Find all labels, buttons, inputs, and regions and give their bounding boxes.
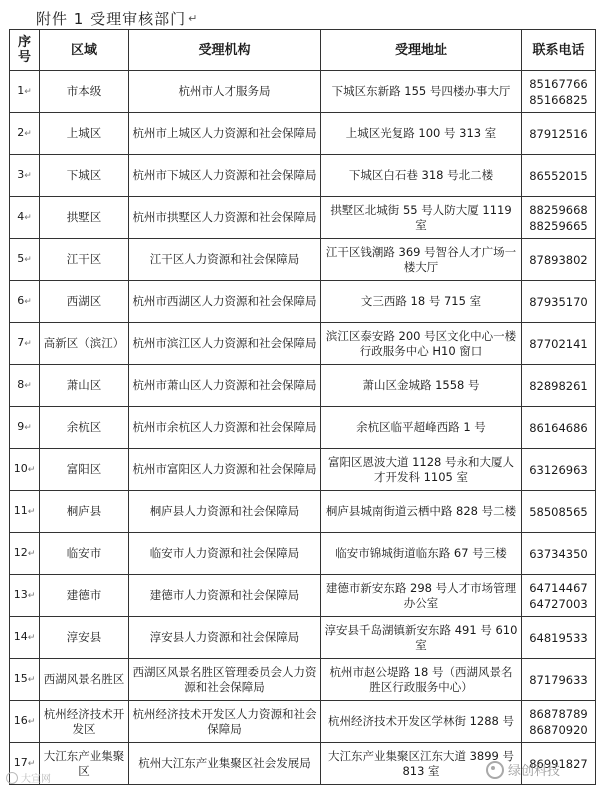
row-number-cell (10, 281, 40, 323)
row-number: 6 (17, 294, 25, 307)
paragraph-mark: ↵ (24, 255, 32, 265)
phone-number: 64714467 (529, 580, 588, 595)
row-number-cell (10, 197, 40, 239)
row-number-cell (10, 491, 40, 533)
header-agency: 受理机构 (129, 30, 321, 71)
table-row (10, 533, 596, 575)
table-row (10, 155, 596, 197)
phone-cell (522, 533, 596, 575)
row-number: 4 (17, 210, 25, 223)
paragraph-mark: ↵ (27, 633, 36, 643)
watermark-right: 绿创科技 (486, 760, 560, 779)
address-cell: 建德市新安东路 298 号人才市场管理办公室 (321, 575, 522, 617)
row-number: 8 (17, 378, 25, 391)
address-cell: 萧山区金城路 1558 号 (321, 365, 522, 407)
phone-number: 86991827 (529, 756, 588, 771)
phone-number: 58508565 (529, 504, 588, 519)
row-number: 11 (13, 504, 28, 517)
phone-number: 82898261 (529, 378, 588, 393)
row-number-cell (10, 365, 40, 407)
watermark-left: 大宣网 (6, 770, 51, 785)
paragraph-mark: ↵ (27, 549, 36, 559)
phone-cell (522, 449, 596, 491)
table-row (10, 575, 596, 617)
phone-number: 87935170 (529, 294, 588, 309)
district-cell: 西湖区 (40, 281, 129, 323)
row-number-cell (10, 659, 40, 701)
paragraph-mark: ↵ (24, 381, 32, 391)
address-cell: 文三西路 18 号 715 室 (321, 281, 522, 323)
agency-cell: 杭州市下城区人力资源和社会保障局 (129, 155, 321, 197)
district-cell: 下城区 (40, 155, 129, 197)
district-cell: 杭州经济技术开发区 (40, 701, 129, 743)
row-number-cell (10, 533, 40, 575)
paragraph-mark: ↵ (24, 171, 32, 181)
table-header-row (10, 30, 596, 71)
header-no: 序号 (10, 30, 40, 71)
phone-cell (522, 659, 596, 701)
paragraph-mark: ↵ (27, 759, 36, 769)
address-cell: 杭州经济技术开发区学林街 1288 号 (321, 701, 522, 743)
paragraph-mark: ↵ (27, 675, 36, 685)
row-number-cell (10, 449, 40, 491)
phone-number: 85166825 (529, 92, 588, 107)
district-cell: 桐庐县 (40, 491, 129, 533)
phone-number: 86164686 (529, 420, 588, 435)
phone-cell (522, 113, 596, 155)
district-cell: 上城区 (40, 113, 129, 155)
agency-cell: 杭州市萧山区人力资源和社会保障局 (129, 365, 321, 407)
table-row (10, 197, 596, 239)
district-cell: 淳安县 (40, 617, 129, 659)
agency-cell: 杭州市西湖区人力资源和社会保障局 (129, 281, 321, 323)
agency-cell: 杭州市拱墅区人力资源和社会保障局 (129, 197, 321, 239)
agency-cell: 桐庐县人力资源和社会保障局 (129, 491, 321, 533)
heading-title: 附件 1 受理审核部门 (36, 9, 187, 28)
district-cell: 临安市 (40, 533, 129, 575)
row-number-cell (10, 155, 40, 197)
phone-cell (522, 701, 596, 743)
phone-cell (522, 407, 596, 449)
phone-number: 86878789 (529, 706, 588, 721)
row-number: 3 (17, 168, 25, 181)
table-row (10, 323, 596, 365)
address-cell: 江干区钱潮路 369 号智谷人才广场一楼大厅 (321, 239, 522, 281)
phone-cell (522, 365, 596, 407)
row-number-cell (10, 71, 40, 113)
agency-cell: 杭州市滨江区人力资源和社会保障局 (129, 323, 321, 365)
row-number: 14 (13, 630, 28, 643)
phone-cell (522, 197, 596, 239)
phone-number: 86552015 (529, 168, 588, 183)
row-number-cell (10, 617, 40, 659)
phone-cell (522, 239, 596, 281)
address-cell: 大江东产业集聚区江东大道 3899 号 813 室 (321, 743, 522, 785)
phone-number: 88259668 (529, 202, 588, 217)
address-cell: 拱墅区北城街 55 号人防大厦 1119 室 (321, 197, 522, 239)
address-cell: 滨江区泰安路 200 号区文化中心一楼行政服务中心 H10 窗口 (321, 323, 522, 365)
table-row (10, 113, 596, 155)
phone-number: 86870920 (529, 722, 588, 737)
phone-number: 87893802 (529, 252, 588, 267)
paragraph-mark: ↵ (24, 339, 32, 349)
agency-cell: 杭州经济技术开发区人力资源和社会保障局 (129, 701, 321, 743)
phone-number: 64819533 (529, 630, 588, 645)
paragraph-mark: ↵ (27, 717, 36, 727)
phone-cell (522, 617, 596, 659)
table-row (10, 281, 596, 323)
address-cell: 杭州市赵公堤路 18 号（西湖风景名胜区行政服务中心） (321, 659, 522, 701)
row-number: 17 (13, 756, 28, 769)
phone-cell (522, 155, 596, 197)
row-number-cell (10, 113, 40, 155)
address-cell: 下城区东新路 155 号四楼办事大厅 (321, 71, 522, 113)
district-cell: 余杭区 (40, 407, 129, 449)
header-address: 受理地址 (321, 30, 522, 71)
phone-number: 63126963 (529, 462, 588, 477)
address-cell: 富阳区恩波大道 1128 号永和大厦人才开发科 1105 室 (321, 449, 522, 491)
paragraph-mark: ↵ (24, 129, 32, 139)
phone-number: 87179633 (529, 672, 588, 687)
paragraph-mark: ↵ (24, 213, 32, 223)
phone-number: 64727003 (529, 596, 588, 611)
table-row (10, 701, 596, 743)
paragraph-mark: ↵ (24, 423, 32, 433)
document-heading (36, 8, 198, 28)
district-cell: 高新区（滨江） (40, 323, 129, 365)
row-number: 5 (17, 252, 25, 265)
table-row (10, 239, 596, 281)
address-cell: 淳安县千岛湖镇新安东路 491 号 610 室 (321, 617, 522, 659)
district-cell: 萧山区 (40, 365, 129, 407)
agency-cell: 杭州市富阳区人力资源和社会保障局 (129, 449, 321, 491)
district-cell: 拱墅区 (40, 197, 129, 239)
district-cell: 建德市 (40, 575, 129, 617)
row-number: 7 (17, 336, 25, 349)
phone-number: 85167766 (529, 76, 588, 91)
address-cell: 桐庐县城南街道云栖中路 828 号二楼 (321, 491, 522, 533)
table-row (10, 659, 596, 701)
row-number-cell (10, 239, 40, 281)
table-row (10, 71, 596, 113)
district-cell: 江干区 (40, 239, 129, 281)
district-cell: 大江东产业集聚区 (40, 743, 129, 785)
watermark-logo-icon (6, 772, 18, 784)
table-row (10, 449, 596, 491)
row-number-cell (10, 575, 40, 617)
phone-number: 87702141 (529, 336, 588, 351)
agency-cell: 杭州市余杭区人力资源和社会保障局 (129, 407, 321, 449)
header-phone: 联系电话 (522, 30, 596, 71)
table-row (10, 491, 596, 533)
address-cell: 上城区光复路 100 号 313 室 (321, 113, 522, 155)
row-number: 15 (13, 672, 28, 685)
wechat-logo-icon (486, 761, 504, 779)
row-number-cell (10, 407, 40, 449)
phone-cell (522, 491, 596, 533)
agency-cell: 西湖区风景名胜区管理委员会人力资源和社会保障局 (129, 659, 321, 701)
row-number: 12 (13, 546, 28, 559)
district-cell: 富阳区 (40, 449, 129, 491)
paragraph-mark: ↵ (27, 465, 36, 475)
row-number: 1 (17, 84, 25, 97)
row-number: 16 (13, 714, 28, 727)
agency-cell: 杭州市上城区人力资源和社会保障局 (129, 113, 321, 155)
phone-cell (522, 71, 596, 113)
address-cell: 余杭区临平超峰西路 1 号 (321, 407, 522, 449)
phone-number: 63734350 (529, 546, 588, 561)
phone-number: 87912516 (529, 126, 588, 141)
table-row (10, 617, 596, 659)
row-number: 2 (17, 126, 25, 139)
row-number-cell (10, 701, 40, 743)
agency-cell: 建德市人力资源和社会保障局 (129, 575, 321, 617)
phone-cell (522, 323, 596, 365)
department-table (9, 29, 596, 785)
agency-cell: 江干区人力资源和社会保障局 (129, 239, 321, 281)
district-cell: 西湖风景名胜区 (40, 659, 129, 701)
phone-cell (522, 281, 596, 323)
row-number: 13 (13, 588, 28, 601)
agency-cell: 杭州市人才服务局 (129, 71, 321, 113)
agency-cell: 淳安县人力资源和社会保障局 (129, 617, 321, 659)
row-number-cell (10, 323, 40, 365)
row-number: 10 (13, 462, 28, 475)
paragraph-mark: ↵ (27, 591, 36, 601)
table-row (10, 407, 596, 449)
paragraph-mark: ↵ (24, 87, 32, 97)
row-number: 9 (17, 420, 25, 433)
paragraph-mark: ↵ (27, 507, 36, 517)
paragraph-mark: ↵ (24, 297, 32, 307)
agency-cell: 临安市人力资源和社会保障局 (129, 533, 321, 575)
phone-number: 88259665 (529, 218, 588, 233)
paragraph-mark: ↵ (188, 11, 199, 25)
agency-cell: 杭州大江东产业集聚区社会发展局 (129, 743, 321, 785)
phone-cell (522, 575, 596, 617)
address-cell: 下城区白石巷 318 号北二楼 (321, 155, 522, 197)
district-cell: 市本级 (40, 71, 129, 113)
header-district: 区域 (40, 30, 129, 71)
address-cell: 临安市锦城街道临东路 67 号三楼 (321, 533, 522, 575)
table-row (10, 365, 596, 407)
